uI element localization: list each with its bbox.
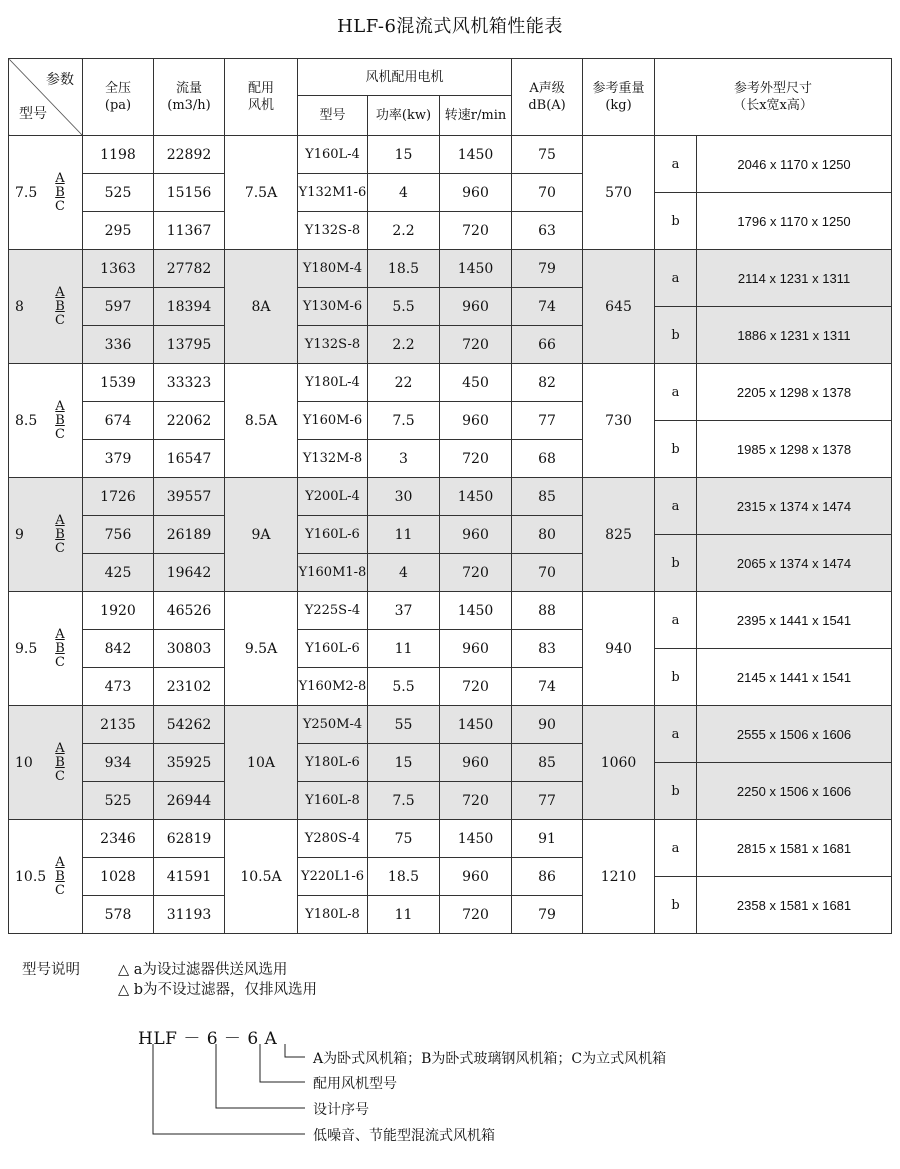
motor-speed-cell: 1450 (440, 478, 512, 516)
sound-level-cell: 79 (512, 250, 583, 288)
sound-level-cell: 70 (512, 554, 583, 592)
model-variant-letter: A (55, 398, 65, 414)
pressure-header (83, 59, 154, 136)
sound-level-cell: 82 (512, 364, 583, 402)
legend-item: 低噪音、节能型混流式风机箱 (313, 1128, 495, 1144)
motor-model-header: 型号 (298, 96, 368, 136)
motor-power-cell: 2.2 (368, 326, 440, 364)
dims-type-cell: b (655, 193, 697, 250)
dims-header (655, 59, 892, 136)
sound-header (512, 59, 583, 136)
sound-level-cell: 85 (512, 478, 583, 516)
table-row (9, 592, 892, 611)
model-variant-letter: C (55, 654, 65, 670)
pressure-cell: 525 (83, 174, 154, 212)
model-variant-letter: A (55, 170, 65, 186)
sound-level-cell: 68 (512, 440, 583, 478)
model-code-legend (0, 1020, 900, 1160)
fan-header-line1: 配用 (247, 81, 274, 96)
dims-size-cell: 2358 x 1581 x 1681 (697, 877, 892, 934)
table-row (9, 250, 892, 269)
sound-level-cell: 88 (512, 592, 583, 630)
motor-model-cell: Y180M-4 (298, 250, 368, 288)
sound-level-cell: 66 (512, 326, 583, 364)
sound-level-cell: 77 (512, 402, 583, 440)
sound-level-cell: 70 (512, 174, 583, 212)
motor-power-cell: 11 (368, 630, 440, 668)
pressure-cell: 1920 (83, 592, 154, 630)
flow-cell: 39557 (154, 478, 225, 516)
legend-item: 设计序号 (313, 1102, 369, 1118)
flow-cell: 54262 (154, 706, 225, 744)
flow-cell: 22062 (154, 402, 225, 440)
leader-line (260, 1044, 305, 1082)
sound-level-cell: 85 (512, 744, 583, 782)
model-variant-letter: A (55, 740, 65, 756)
motor-power-cell: 5.5 (368, 668, 440, 706)
pressure-cell: 425 (83, 554, 154, 592)
pressure-cell: 578 (83, 896, 154, 934)
model-cell (9, 364, 83, 478)
motor-speed-header: 转速r/min (440, 96, 512, 136)
fan-header-line2: 风机 (247, 98, 274, 113)
sound-level-cell: 86 (512, 858, 583, 896)
dims-size-cell: 2395 x 1441 x 1541 (697, 592, 892, 649)
motor-model-cell: Y180L-6 (298, 744, 368, 782)
pressure-cell: 1726 (83, 478, 154, 516)
model-number: 8.5 (15, 412, 38, 429)
flow-cell: 46526 (154, 592, 225, 630)
table-body (9, 136, 892, 934)
motor-model-cell: Y220L1-6 (298, 858, 368, 896)
model-variant-letter: C (55, 882, 65, 898)
sound-level-cell: 91 (512, 820, 583, 858)
model-variant-letter: B (55, 526, 65, 542)
motor-power-cell: 11 (368, 516, 440, 554)
table-row (9, 478, 892, 497)
model-variants (55, 742, 65, 784)
legend-item: A为卧式风机箱；B为卧式玻璃钢风机箱；C为立式风机箱 (313, 1051, 667, 1067)
dims-size-cell: 1796 x 1170 x 1250 (697, 193, 892, 250)
pressure-header-unit: (pa) (104, 98, 132, 113)
motor-speed-cell: 960 (440, 630, 512, 668)
dims-size-cell: 2065 x 1374 x 1474 (697, 535, 892, 592)
flow-cell: 26189 (154, 516, 225, 554)
performance-table (8, 58, 892, 934)
motor-speed-cell: 720 (440, 212, 512, 250)
model-variant-letter: C (55, 198, 65, 214)
motor-power-cell: 75 (368, 820, 440, 858)
motor-model-cell: Y160M2-8 (298, 668, 368, 706)
motor-model-cell: Y160M-6 (298, 402, 368, 440)
motor-model-cell: Y160L-8 (298, 782, 368, 820)
dims-type-cell: a (655, 136, 697, 193)
dims-type-cell: b (655, 307, 697, 364)
motor-model-cell: Y160L-4 (298, 136, 368, 174)
model-variant-letter: C (55, 768, 65, 784)
model-variant-letter: B (55, 640, 65, 656)
sound-level-cell: 74 (512, 668, 583, 706)
dims-type-cell: a (655, 706, 697, 763)
model-variant-letter: B (55, 412, 65, 428)
motor-power-cell: 5.5 (368, 288, 440, 326)
motor-power-cell: 30 (368, 478, 440, 516)
fan-cell: 8A (225, 250, 298, 364)
weight-header-line2: (kg) (605, 98, 632, 113)
model-code: HLF － 6 － 6 A (138, 1029, 278, 1049)
model-cell (9, 250, 83, 364)
fan-cell: 8.5A (225, 364, 298, 478)
motor-power-header: 功率(kw) (368, 96, 440, 136)
model-number: 10.5 (15, 868, 47, 885)
legend-item: 配用风机型号 (313, 1076, 397, 1092)
model-label: 型号 (19, 106, 47, 122)
motor-speed-cell: 960 (440, 402, 512, 440)
dims-size-cell: 2145 x 1441 x 1541 (697, 649, 892, 706)
dims-size-cell: 2315 x 1374 x 1474 (697, 478, 892, 535)
model-variant-letter: B (55, 298, 65, 314)
motor-power-cell: 3 (368, 440, 440, 478)
weight-header (583, 59, 655, 136)
dims-type-cell: b (655, 421, 697, 478)
motor-power-cell: 18.5 (368, 250, 440, 288)
flow-cell: 18394 (154, 288, 225, 326)
weight-cell: 1060 (583, 706, 655, 820)
sound-level-cell: 74 (512, 288, 583, 326)
model-number: 8 (15, 298, 24, 315)
motor-power-cell: 37 (368, 592, 440, 630)
model-variant-letter: B (55, 184, 65, 200)
flow-cell: 23102 (154, 668, 225, 706)
dims-header-line2: （长x宽x高） (733, 98, 813, 113)
weight-cell: 730 (583, 364, 655, 478)
model-number: 9.5 (15, 640, 38, 657)
dims-type-cell: a (655, 820, 697, 877)
pressure-cell: 295 (83, 212, 154, 250)
motor-power-cell: 18.5 (368, 858, 440, 896)
motor-group-header: 风机配用电机 (298, 59, 512, 96)
pressure-cell: 2135 (83, 706, 154, 744)
fan-cell: 10.5A (225, 820, 298, 934)
dims-type-cell: b (655, 877, 697, 934)
table-row (9, 364, 892, 383)
pressure-cell: 1539 (83, 364, 154, 402)
fan-cell: 10A (225, 706, 298, 820)
model-variant-letter: A (55, 284, 65, 300)
motor-model-cell: Y160M1-8 (298, 554, 368, 592)
motor-speed-cell: 720 (440, 554, 512, 592)
weight-cell: 940 (583, 592, 655, 706)
note-item: △ a为设过滤器供送风选用 (118, 962, 288, 978)
dims-size-cell: 2250 x 1506 x 1606 (697, 763, 892, 820)
motor-speed-cell: 960 (440, 858, 512, 896)
sound-level-cell: 80 (512, 516, 583, 554)
pressure-cell: 934 (83, 744, 154, 782)
flow-cell: 41591 (154, 858, 225, 896)
pressure-cell: 756 (83, 516, 154, 554)
motor-power-cell: 7.5 (368, 402, 440, 440)
fan-cell: 7.5A (225, 136, 298, 250)
dims-size-cell: 2046 x 1170 x 1250 (697, 136, 892, 193)
table-row (9, 820, 892, 839)
motor-power-cell: 55 (368, 706, 440, 744)
sound-level-cell: 77 (512, 782, 583, 820)
flow-header (154, 59, 225, 136)
pressure-cell: 842 (83, 630, 154, 668)
sound-header-line1: A声级 (529, 81, 565, 96)
model-number: 7.5 (15, 184, 38, 201)
model-number: 10 (15, 754, 33, 771)
sound-level-cell: 83 (512, 630, 583, 668)
motor-speed-cell: 720 (440, 896, 512, 934)
motor-model-cell: Y225S-4 (298, 592, 368, 630)
motor-model-cell: Y200L-4 (298, 478, 368, 516)
dims-type-cell: b (655, 763, 697, 820)
weight-cell: 570 (583, 136, 655, 250)
weight-cell: 645 (583, 250, 655, 364)
fan-cell: 9A (225, 478, 298, 592)
model-variants (55, 628, 65, 670)
param-label: 参数 (46, 72, 74, 88)
dims-size-cell: 2815 x 1581 x 1681 (697, 820, 892, 877)
flow-cell: 22892 (154, 136, 225, 174)
flow-cell: 13795 (154, 326, 225, 364)
model-variant-letter: C (55, 426, 65, 442)
flow-cell: 31193 (154, 896, 225, 934)
flow-cell: 35925 (154, 744, 225, 782)
model-cell (9, 478, 83, 592)
flow-cell: 26944 (154, 782, 225, 820)
weight-cell: 825 (583, 478, 655, 592)
flow-cell: 11367 (154, 212, 225, 250)
model-variant-letter: B (55, 754, 65, 770)
pressure-cell: 1028 (83, 858, 154, 896)
pressure-cell: 597 (83, 288, 154, 326)
dims-type-cell: a (655, 592, 697, 649)
weight-header-line1: 参考重量 (592, 81, 645, 96)
model-notes (22, 960, 317, 1000)
flow-cell: 62819 (154, 820, 225, 858)
dims-type-cell: b (655, 535, 697, 592)
motor-speed-cell: 1450 (440, 706, 512, 744)
leader-line (153, 1044, 305, 1134)
motor-model-cell: Y160L-6 (298, 630, 368, 668)
model-number: 9 (15, 526, 24, 543)
table-row (9, 136, 892, 155)
fan-cell: 9.5A (225, 592, 298, 706)
motor-speed-cell: 720 (440, 782, 512, 820)
sound-level-cell: 63 (512, 212, 583, 250)
motor-speed-cell: 1450 (440, 592, 512, 630)
dims-type-cell: a (655, 250, 697, 307)
sound-level-cell: 79 (512, 896, 583, 934)
pressure-cell: 473 (83, 668, 154, 706)
fan-header (225, 59, 298, 136)
motor-model-cell: Y250M-4 (298, 706, 368, 744)
dims-size-cell: 1985 x 1298 x 1378 (697, 421, 892, 478)
motor-power-cell: 4 (368, 174, 440, 212)
motor-model-cell: Y160L-6 (298, 516, 368, 554)
page-title: HLF-6混流式风机箱性能表 (337, 16, 563, 37)
motor-speed-cell: 960 (440, 174, 512, 212)
motor-speed-cell: 450 (440, 364, 512, 402)
motor-speed-cell: 960 (440, 516, 512, 554)
motor-speed-cell: 1450 (440, 136, 512, 174)
model-variant-letter: A (55, 854, 65, 870)
motor-model-cell: Y130M-6 (298, 288, 368, 326)
model-cell (9, 706, 83, 820)
table-row (9, 706, 892, 725)
model-variants (55, 856, 65, 898)
motor-speed-cell: 960 (440, 744, 512, 782)
motor-power-cell: 15 (368, 136, 440, 174)
motor-model-cell: Y280S-4 (298, 820, 368, 858)
motor-speed-cell: 1450 (440, 820, 512, 858)
flow-header-unit: (m3/h) (167, 98, 211, 113)
model-cell (9, 592, 83, 706)
param-model-corner-header (9, 59, 83, 136)
pressure-cell: 2346 (83, 820, 154, 858)
motor-speed-cell: 1450 (440, 250, 512, 288)
motor-power-cell: 22 (368, 364, 440, 402)
pressure-cell: 525 (83, 782, 154, 820)
flow-cell: 30803 (154, 630, 225, 668)
flow-cell: 19642 (154, 554, 225, 592)
model-variants (55, 514, 65, 556)
motor-model-cell: Y132M-8 (298, 440, 368, 478)
model-variant-letter: C (55, 312, 65, 328)
motor-model-cell: Y180L-4 (298, 364, 368, 402)
motor-model-cell: Y132M1-6 (298, 174, 368, 212)
sound-level-cell: 75 (512, 136, 583, 174)
weight-cell: 1210 (583, 820, 655, 934)
motor-power-cell: 15 (368, 744, 440, 782)
pressure-cell: 1363 (83, 250, 154, 288)
model-variants (55, 286, 65, 328)
pressure-cell: 1198 (83, 136, 154, 174)
model-cell (9, 136, 83, 250)
sound-header-line2: dB(A) (528, 98, 566, 113)
dims-header-line1: 参考外型尺寸 (734, 81, 813, 96)
model-variant-letter: A (55, 512, 65, 528)
flow-cell: 33323 (154, 364, 225, 402)
model-variant-letter: C (55, 540, 65, 556)
dims-size-cell: 2114 x 1231 x 1311 (697, 250, 892, 307)
dims-type-cell: a (655, 364, 697, 421)
note-item: △ b为不设过滤器，仅排风选用 (118, 982, 318, 998)
dims-size-cell: 2205 x 1298 x 1378 (697, 364, 892, 421)
motor-model-cell: Y132S-8 (298, 212, 368, 250)
motor-speed-cell: 720 (440, 668, 512, 706)
motor-power-cell: 11 (368, 896, 440, 934)
motor-speed-cell: 720 (440, 326, 512, 364)
flow-cell: 16547 (154, 440, 225, 478)
pressure-cell: 379 (83, 440, 154, 478)
model-variant-letter: B (55, 868, 65, 884)
flow-cell: 15156 (154, 174, 225, 212)
model-variants (55, 400, 65, 442)
motor-model-cell: Y132S-8 (298, 326, 368, 364)
motor-power-cell: 4 (368, 554, 440, 592)
sound-level-cell: 90 (512, 706, 583, 744)
motor-model-cell: Y180L-8 (298, 896, 368, 934)
dims-type-cell: b (655, 649, 697, 706)
model-variant-letter: A (55, 626, 65, 642)
motor-power-cell: 7.5 (368, 782, 440, 820)
model-variants (55, 172, 65, 214)
dims-size-cell: 2555 x 1506 x 1606 (697, 706, 892, 763)
notes-label: 型号说明 (22, 962, 80, 978)
pressure-cell: 674 (83, 402, 154, 440)
leader-line (285, 1044, 305, 1057)
dims-type-cell: a (655, 478, 697, 535)
dims-size-cell: 1886 x 1231 x 1311 (697, 307, 892, 364)
motor-speed-cell: 960 (440, 288, 512, 326)
motor-speed-cell: 720 (440, 440, 512, 478)
pressure-header-label: 全压 (104, 81, 131, 96)
flow-header-label: 流量 (175, 81, 202, 96)
pressure-cell: 336 (83, 326, 154, 364)
motor-power-cell: 2.2 (368, 212, 440, 250)
model-cell (9, 820, 83, 934)
flow-cell: 27782 (154, 250, 225, 288)
